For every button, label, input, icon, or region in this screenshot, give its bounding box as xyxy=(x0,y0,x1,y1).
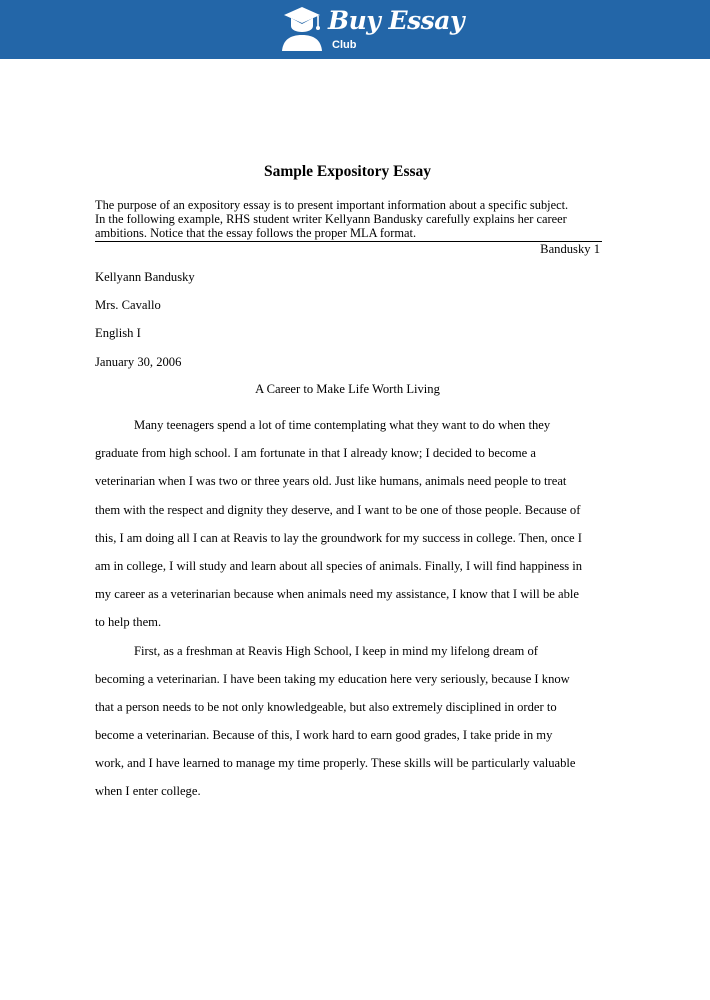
paragraph-line: veterinarian when I was two or three years old. Just like humans, animals need people to treat xyxy=(95,474,567,489)
running-header: Bandusky 1 xyxy=(540,242,600,256)
paragraph-line: that a person needs to be not only knowledgeable, but also extremely disciplined in order to xyxy=(95,699,557,714)
student-name: Kellyann Bandusky xyxy=(95,270,195,284)
site-header xyxy=(0,0,710,59)
paragraph-line: becoming a veterinarian. I have been taking my education here very seriously, because I know xyxy=(95,671,570,686)
essay-date: January 30, 2006 xyxy=(95,355,182,369)
intro-line: In the following example, RHS student writer Kellyann Bandusky carefully explains her career xyxy=(95,212,567,226)
paragraph-line: First, as a freshman at Reavis High School, I keep in mind my lifelong dream of xyxy=(134,643,538,658)
document-title: Sample Expository Essay xyxy=(263,163,432,180)
graduate-icon xyxy=(280,6,324,52)
course-name: English I xyxy=(95,326,141,340)
paragraph-line: them with the respect and dignity they deserve, and I want to be one of those people. Because of xyxy=(95,502,581,517)
paragraph-line: Many teenagers spend a lot of time contemplating what they want to do when they xyxy=(134,418,551,432)
intro-line: The purpose of an expository essay is to present important information about a specific subject. xyxy=(95,198,569,212)
paragraph-line: work, and I have learned to manage my time properly. These skills will be particularly valuable xyxy=(95,756,576,771)
paragraph-line: my career as a veterinarian because when animals need my assistance, I know that I will be able xyxy=(95,587,579,602)
paragraph-line: when I enter college. xyxy=(95,784,201,799)
paragraph-line: become a veterinarian. Because of this, I work hard to earn good grades, I take pride in my xyxy=(95,728,553,743)
paragraph-line: graduate from high school. I am fortunate in that I already know; I decided to become a xyxy=(95,446,536,461)
paragraph-line: to help them. xyxy=(95,615,162,630)
essay-title: A Career to Make Life Worth Living xyxy=(255,382,440,396)
paragraph-line: this, I am doing all I can at Reavis to lay the groundwork for my success in college. Then, once I xyxy=(95,530,582,545)
paragraph-line: am in college, I will study and learn about all species of animals. Finally, I will find happiness in xyxy=(95,558,583,573)
brand-name: Buy Essay xyxy=(328,6,464,35)
brand-sub: Club xyxy=(332,39,357,51)
intro-line: ambitions. Notice that the essay follows the proper MLA format. xyxy=(95,226,417,240)
brand-logo[interactable] xyxy=(280,6,464,54)
essay-body xyxy=(95,411,615,806)
teacher-name: Mrs. Cavallo xyxy=(95,298,161,312)
intro-text xyxy=(95,198,602,240)
